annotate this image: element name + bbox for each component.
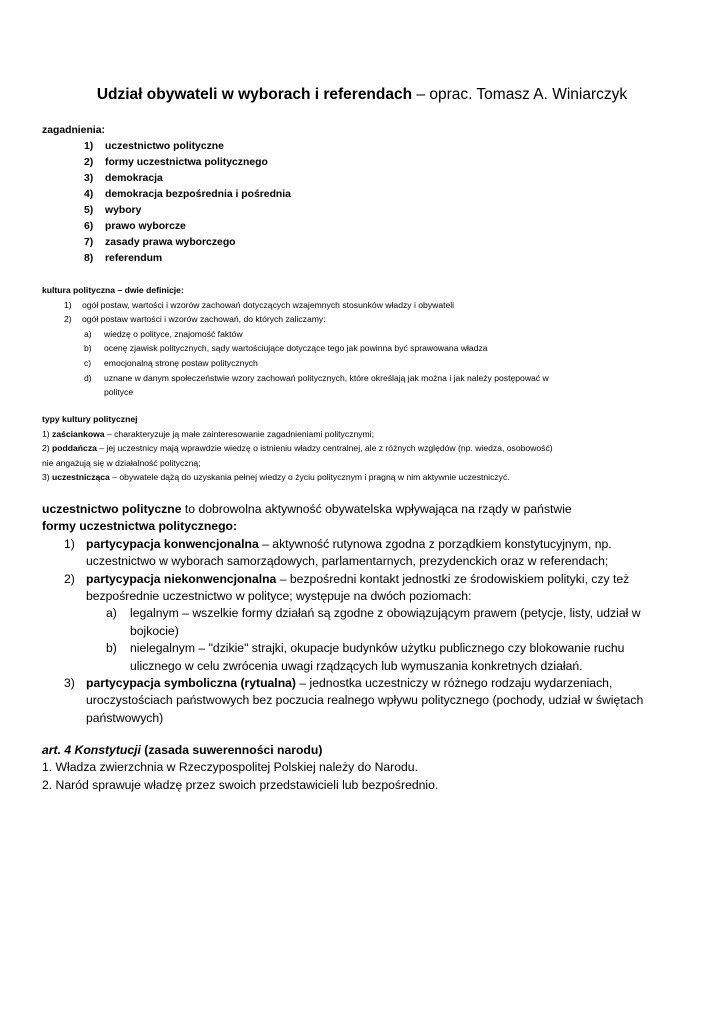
list-item: 2) formy uczestnictwa politycznego [84,157,268,168]
political-culture-section [42,283,692,400]
form-3-continuation: państwowych) [86,710,164,725]
culture-type-2: 2) poddańcza – jej uczestnicy mają wprawdzie wiedzę o istnieniu władzy centralnej, ale z różnych względów (np. wiedza, osobowość) [42,443,553,454]
list-item: 5) wybory [84,205,142,216]
document-title [0,86,724,104]
form-1-continuation: uczestnictwo w wyborach samorządowych, parlamentarnych, prezydenckich oraz w referendach; [86,554,609,569]
constitution-point-1: 1. Władza zwierzchnia w Rzeczypospolitej Polskiej należy do Narodu. [42,760,418,775]
list-item: 4) demokracja bezpośrednia i pośrednia [84,189,291,200]
form-2a: a) legalnym – wszelkie formy działań są zgodne z obowiązującym prawem (petycje, listy, udział w [106,606,641,621]
title-bold: Udział obywateli w wyborach i referendach [96,86,413,103]
title-author: – oprac. Tomasz A. Winiarczyk [412,86,628,103]
topics-label: zagadnienia: [42,125,105,136]
form-1: 1) partycypacja konwencjonalna – aktywność rutynowa zgodna z porządkiem konstytucyjnym, np. [64,536,612,551]
form-3-continuation: uroczystościach państwowych bez poczucia realnego wpływu politycznego (pochody, udział w świętach [86,693,644,708]
constitution-point-2: 2. Naród sprawuje władzę przez swoich przedstawicieli lub bezpośrednio. [42,777,439,792]
form-2b: b) nielegalnym – "dzikie" strajki, okupacje budynków użytku publicznego czy blokowanie ruchu [106,641,625,656]
culture-type-1: 1) zaściankowa – charakteryzuje ją małe zainteresowanie zagadnieniami politycznymi; [42,428,374,439]
forms-label: formy uczestnictwa politycznego: [42,519,238,534]
list-item: 8) referendum [84,253,163,264]
form-2a-continuation: bojkocie) [130,623,179,638]
culture-type-3: 3) uczestnicząca – obywatele dążą do uzyskania pełnej wiedzy o życiu politycznym i pragną w nim aktywnie uczestniczyć. [42,472,510,483]
list-item: 1) uczestnictwo polityczne [84,141,224,152]
topics-section [42,123,692,267]
list-item: 6) prawo wyborcze [84,221,186,232]
constitution-heading: art. 4 Konstytucji (zasada suwerenności narodu) [42,743,323,757]
participation-section [42,501,692,727]
form-2-continuation: bezpośrednie uczestnictwo w polityce; występuje na dwóch poziomach: [86,589,472,604]
list-item-continuation: polityce [104,387,134,398]
culture-types-section [42,412,692,485]
list-item: b) ocenę zjawisk politycznych, sądy wartościujące dotyczące tego jak powinna być sprawowana władza [84,343,488,354]
list-item: 7) zasady prawa wyborczego [84,237,236,248]
topics-list [42,139,692,267]
political-culture-label: kultura polityczna – dwie definicje: [42,285,184,295]
form-2b-continuation: ulicznego w celu zwrócenia uwagi rządzących lub wymuszania konkretnych działań. [130,658,583,673]
definition-2: 2) ogół postaw wartości i wzorów zachowań, do których zaliczamy: [64,314,326,325]
culture-types-label: typy kultury politycznej [42,414,138,424]
list-item: c) emocjonalną stronę postaw politycznych [84,357,258,368]
constitution-section [42,742,692,794]
culture-type-2-continuation: nie angażują się w działalność polityczną; [42,457,201,468]
list-item: 3) demokracja [84,173,163,184]
list-item: a) wiedzę o polityce, znajomość faktów [84,328,243,339]
form-2: 2) partycypacja niekonwencjonalna – bezpośredni kontakt jednostki ze środowiskiem polityki, czy też [64,571,630,586]
form-3: 3) partycypacja symboliczna (rytualna) – jednostka uczestniczy w różnego rodzaju wydarzeniach, [64,676,613,691]
list-item: d) uznane w danym społeczeństwie wzory zachowań politycznych, które określają jak można i jak należy postępować w [84,372,549,383]
participation-definition: uczestnictwo polityczne to dobrowolna aktywność obywatelska wpływająca na rządy w państwie [42,502,572,516]
definition-1: 1) ogół postaw, wartości i wzorów zachowań dotyczących wzajemnych stosunków władzy i obywateli [64,299,455,310]
